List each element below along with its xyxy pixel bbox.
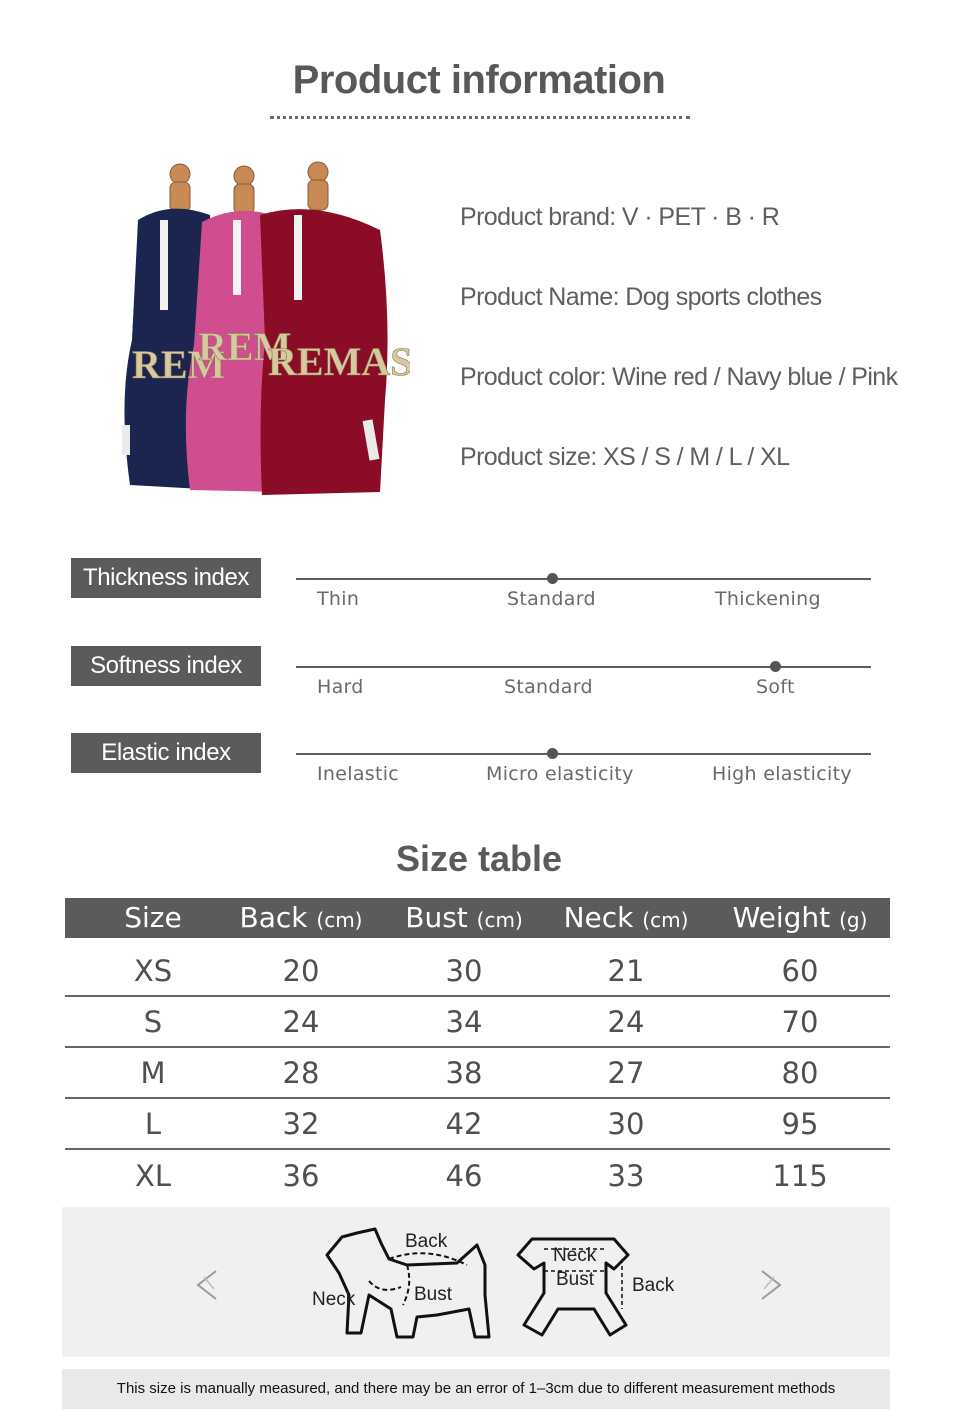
index-marker — [547, 573, 558, 584]
header-name: Weight — [732, 901, 831, 934]
size-table-header — [65, 898, 890, 938]
table-header-cell — [240, 898, 363, 938]
table-cell: XL — [134, 1159, 172, 1193]
table-cell: 30 — [607, 1107, 645, 1141]
index-marker — [770, 661, 781, 672]
table-row — [65, 997, 890, 1048]
product-name: Product Name: Dog sports clothes — [460, 283, 822, 311]
table-cell: 80 — [781, 1056, 819, 1090]
product-image — [110, 160, 410, 505]
index-label: Thickness index — [71, 558, 261, 598]
wine-print: REMAS — [268, 339, 410, 384]
table-cell: XS — [133, 954, 173, 988]
product-brand: Product brand: V · PET · B · R — [460, 203, 780, 231]
table-header-cell — [405, 898, 523, 938]
table-cell: 38 — [445, 1056, 483, 1090]
measurement-note: This size is manually measured, and there may be an error of 1–3cm due to different measurement methods — [62, 1369, 890, 1409]
table-cell: 30 — [445, 954, 483, 988]
measure-diagram — [62, 1207, 890, 1357]
index-option: Soft — [756, 676, 795, 698]
index-option: Thin — [317, 588, 360, 610]
table-cell: 28 — [282, 1056, 320, 1090]
next-arrow-icon[interactable] — [752, 1267, 788, 1303]
table-cell: L — [144, 1107, 162, 1141]
dog-bust-label: Bust — [414, 1284, 453, 1305]
table-row — [65, 1099, 890, 1150]
table-cell: 33 — [607, 1159, 645, 1193]
page-title: Product information — [292, 58, 666, 102]
header-name: Back — [239, 901, 308, 934]
header-unit: (cm) — [642, 908, 689, 932]
index-option: High elasticity — [712, 763, 852, 785]
table-header-cell — [733, 898, 868, 938]
table-cell: 34 — [445, 1005, 483, 1039]
index-option: Thickening — [715, 588, 821, 610]
table-cell: 60 — [781, 954, 819, 988]
header-name: Neck — [563, 901, 634, 934]
table-row — [65, 946, 890, 997]
garment-neck-label: Neck — [553, 1245, 597, 1266]
table-cell: S — [143, 1005, 163, 1039]
garment-back-label: Back — [632, 1275, 675, 1296]
header-unit: (cm) — [316, 908, 363, 932]
header-unit: (g) — [839, 908, 868, 932]
table-cell: 36 — [282, 1159, 320, 1193]
dog-neck-label: Neck — [312, 1289, 356, 1310]
index-scale-line — [296, 666, 871, 668]
product-color: Product color: Wine red / Navy blue / Pink — [460, 363, 898, 391]
table-cell: 32 — [282, 1107, 320, 1141]
table-cell: 95 — [781, 1107, 819, 1141]
row-divider — [65, 1148, 890, 1150]
index-label: Softness index — [71, 646, 261, 686]
index-marker — [547, 748, 558, 759]
header-name: Bust — [405, 901, 468, 934]
table-cell: 24 — [282, 1005, 320, 1039]
table-row — [65, 1048, 890, 1099]
index-option: Standard — [507, 588, 596, 610]
table-header-cell — [564, 898, 689, 938]
table-row — [65, 1151, 890, 1202]
index-option: Inelastic — [317, 763, 400, 785]
table-cell: 27 — [607, 1056, 645, 1090]
index-option: Standard — [504, 676, 593, 698]
header-unit: (cm) — [476, 908, 523, 932]
table-cell: 24 — [607, 1005, 645, 1039]
index-scale-line — [296, 753, 871, 755]
table-cell: 21 — [607, 954, 645, 988]
table-cell: 115 — [772, 1159, 828, 1193]
navy-print: REM — [132, 342, 226, 387]
dog-back-label: Back — [405, 1231, 448, 1252]
table-cell: 46 — [445, 1159, 483, 1193]
title-divider — [270, 116, 690, 119]
table-cell: 20 — [282, 954, 320, 988]
index-scale-line — [296, 578, 871, 580]
index-option: Hard — [317, 676, 364, 698]
header-name: Size — [124, 901, 182, 934]
pink-print: REM — [198, 324, 292, 369]
table-cell: 70 — [781, 1005, 819, 1039]
size-table-title: Size table — [395, 838, 563, 879]
garment-bust-label: Bust — [556, 1269, 595, 1290]
table-cell: M — [140, 1056, 166, 1090]
table-header-cell — [124, 898, 181, 938]
index-label: Elastic index — [71, 733, 261, 773]
prev-arrow-icon[interactable] — [190, 1267, 226, 1303]
product-size: Product size: XS / S / M / L / XL — [460, 443, 790, 471]
table-cell: 42 — [445, 1107, 483, 1141]
index-option: Micro elasticity — [486, 763, 634, 785]
